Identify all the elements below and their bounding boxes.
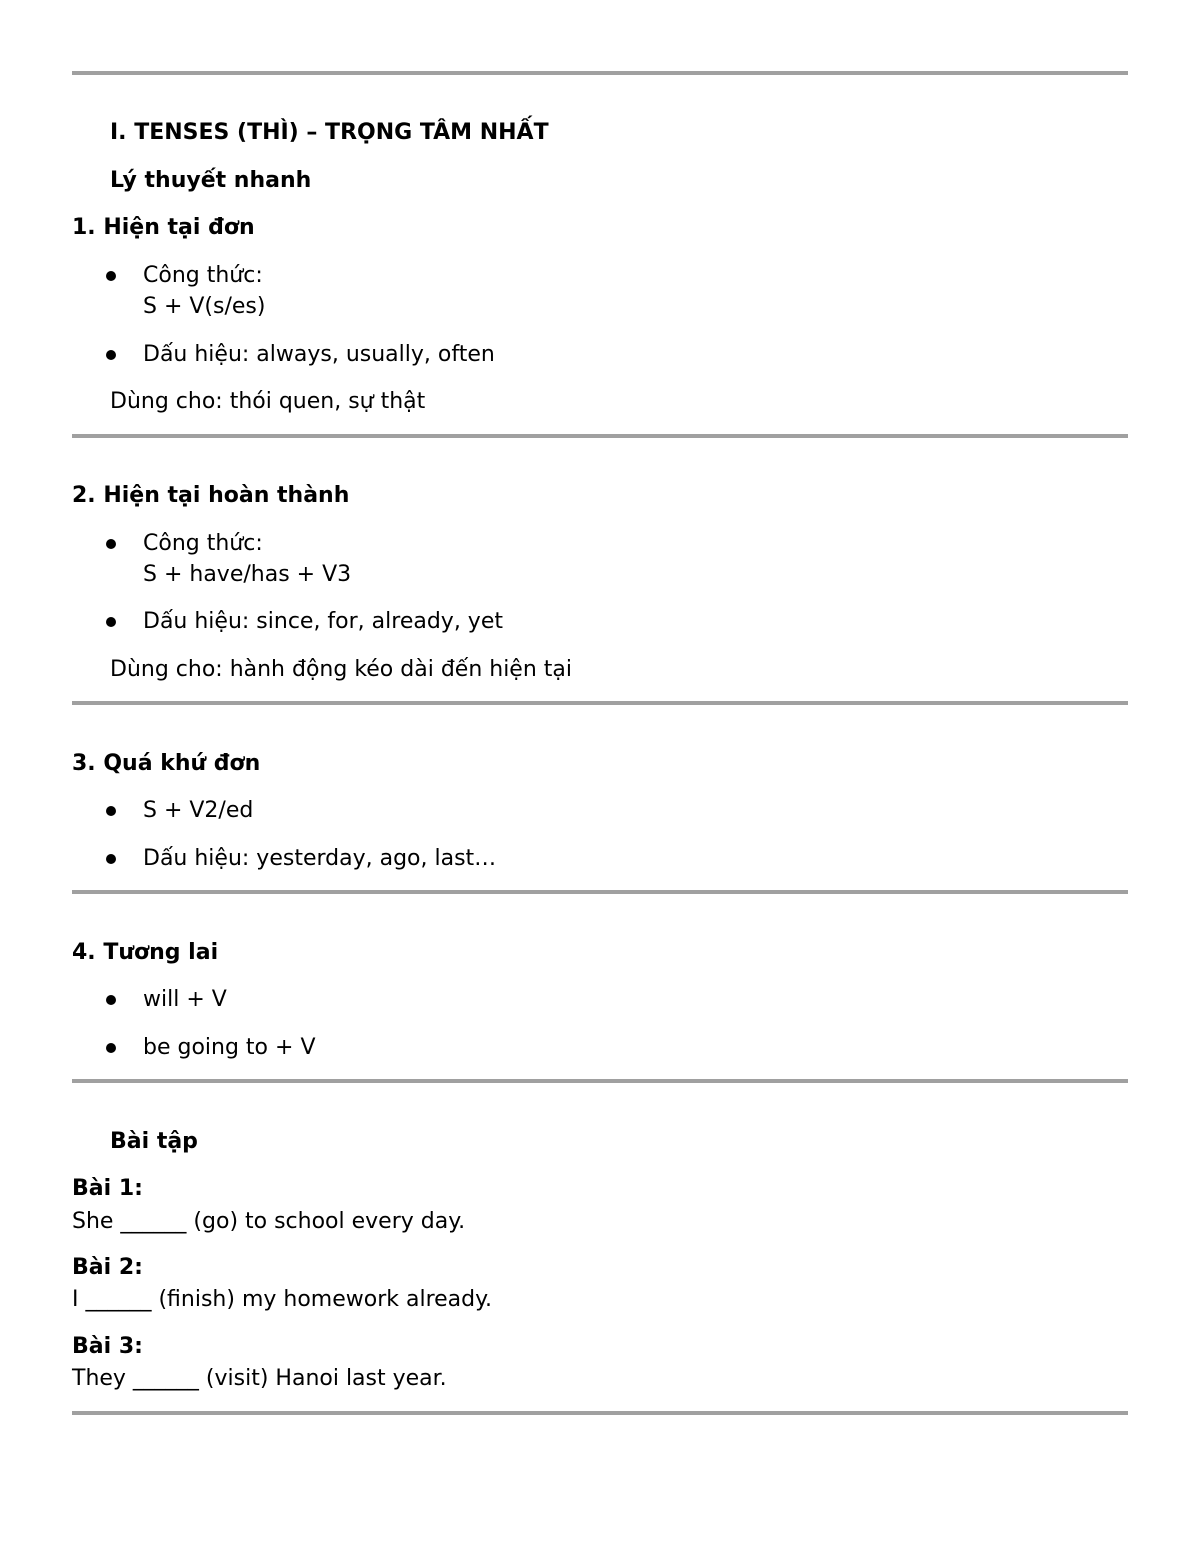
exercise-1-label: Bài 1: xyxy=(72,1176,143,1201)
tense-1-signals: Dấu hiệu: always, usually, often xyxy=(143,342,495,367)
exercises-heading: Bài tập xyxy=(110,1129,198,1154)
divider xyxy=(72,701,1128,705)
tense-4-title: 4. Tương lai xyxy=(72,940,219,965)
divider xyxy=(72,890,1128,894)
bullet-icon xyxy=(106,350,116,360)
tense-1-formula: S + V(s/es) xyxy=(143,294,266,319)
tense-1-usage: Dùng cho: thói quen, sự thật xyxy=(110,389,426,414)
bullet-icon xyxy=(106,539,116,549)
bullet-icon xyxy=(106,617,116,627)
tense-3-title: 3. Quá khứ đơn xyxy=(72,751,261,776)
bullet-icon xyxy=(106,995,116,1005)
divider-bottom xyxy=(72,1411,1128,1415)
tense-2-formula-label: Công thức: xyxy=(143,531,263,556)
tense-3-signals: Dấu hiệu: yesterday, ago, last… xyxy=(143,846,497,871)
tense-2-signals: Dấu hiệu: since, for, already, yet xyxy=(143,609,503,634)
tense-2-formula: S + have/has + V3 xyxy=(143,562,352,587)
divider-top xyxy=(72,71,1128,75)
divider xyxy=(72,1079,1128,1083)
divider xyxy=(72,434,1128,438)
bullet-icon xyxy=(106,271,116,281)
tense-1-formula-label: Công thức: xyxy=(143,263,263,288)
bullet-icon xyxy=(106,806,116,816)
exercise-1-text: She ______ (go) to school every day. xyxy=(72,1209,466,1234)
exercise-2-text: I ______ (finish) my homework already. xyxy=(72,1287,493,1312)
section-title: I. TENSES (THÌ) – TRỌNG TÂM NHẤT xyxy=(110,120,549,145)
tense-4-item-2: be going to + V xyxy=(143,1035,316,1060)
exercise-3-label: Bài 3: xyxy=(72,1334,143,1359)
bullet-icon xyxy=(106,1043,116,1053)
exercise-2-label: Bài 2: xyxy=(72,1255,143,1280)
bullet-icon xyxy=(106,854,116,864)
tense-2-title: 2. Hiện tại hoàn thành xyxy=(72,483,350,508)
exercise-3-text: They ______ (visit) Hanoi last year. xyxy=(72,1366,447,1391)
tense-1-title: 1. Hiện tại đơn xyxy=(72,215,255,240)
theory-heading: Lý thuyết nhanh xyxy=(110,168,312,193)
tense-3-formula: S + V2/ed xyxy=(143,798,254,823)
tense-2-usage: Dùng cho: hành động kéo dài đến hiện tại xyxy=(110,657,572,682)
tense-4-item-1: will + V xyxy=(143,987,227,1012)
